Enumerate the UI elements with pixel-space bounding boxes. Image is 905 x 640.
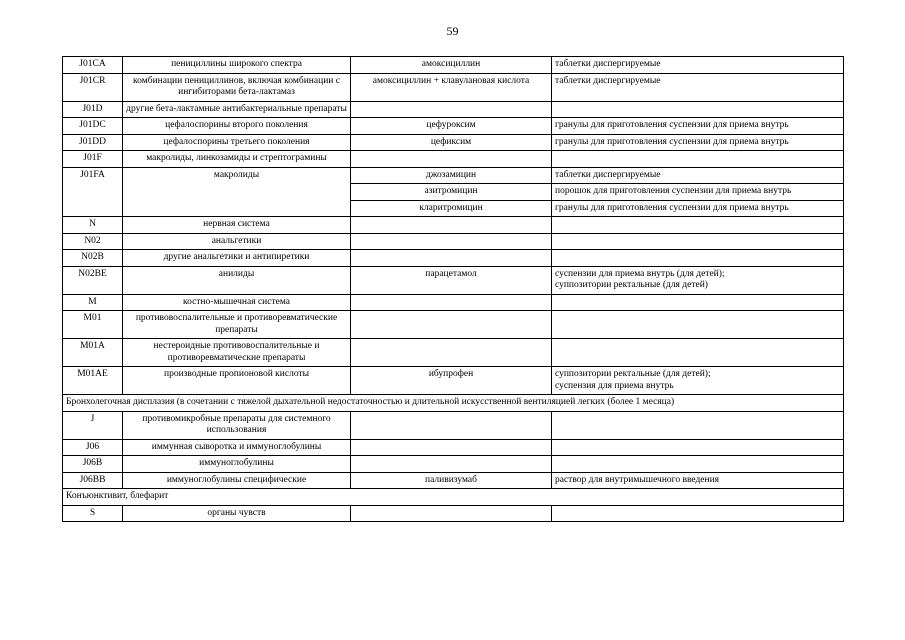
atc-code: J01CA (63, 57, 123, 74)
atc-code: M01 (63, 311, 123, 339)
atc-code: J06B (63, 456, 123, 473)
table-row (63, 167, 844, 184)
dosage-form (552, 311, 844, 339)
drug-name: ибупрофен (351, 367, 552, 395)
atc-class-name: другие бета-лактамные антибактериальные препараты (123, 101, 351, 118)
drug-name: азитромицин (351, 184, 552, 201)
dosage-form: таблетки диспергируемые (552, 167, 844, 184)
table-row (63, 118, 844, 135)
dosage-form (552, 250, 844, 267)
dosage-form: порошок для приготовления суспензии для приема внутрь (552, 184, 844, 201)
drug-name: кларитромицин (351, 200, 552, 217)
table-row (63, 367, 844, 395)
dosage-form (552, 101, 844, 118)
atc-class-name: анальгетики (123, 233, 351, 250)
dosage-form: гранулы для приготовления суспензии для приема внутрь (552, 134, 844, 151)
atc-class-name: иммунная сыворотка и иммуноглобулины (123, 439, 351, 456)
drug-name (351, 151, 552, 168)
dosage-form (552, 151, 844, 168)
atc-code: N02BE (63, 266, 123, 294)
drug-name: парацетамол (351, 266, 552, 294)
atc-class-name: органы чувств (123, 505, 351, 522)
section-row (63, 489, 844, 506)
dosage-form (552, 411, 844, 439)
atc-class-name: иммуноглобулины (123, 456, 351, 473)
drug-name: амоксициллин + клавулановая кислота (351, 73, 552, 101)
dosage-form (552, 367, 844, 395)
table-row (63, 101, 844, 118)
dosage-form (552, 233, 844, 250)
table-row (63, 151, 844, 168)
atc-code: J01CR (63, 73, 123, 101)
drug-name (351, 233, 552, 250)
atc-class-name: другие анальгетики и антипиретики (123, 250, 351, 267)
atc-class-name: иммуноглобулины специфические (123, 472, 351, 489)
atc-class-name: пенициллины широкого спектра (123, 57, 351, 74)
atc-code: J01DC (63, 118, 123, 135)
drug-name (351, 294, 552, 311)
dosage-form (552, 456, 844, 473)
atc-class-name: нервная система (123, 217, 351, 234)
table-row (63, 439, 844, 456)
dosage-form: раствор для внутримышечного введения (552, 472, 844, 489)
atc-class-name: костно-мышечная система (123, 294, 351, 311)
table-row (63, 311, 844, 339)
atc-class-name: противомикробные препараты для системного использования (123, 411, 351, 439)
dosage-form (552, 294, 844, 311)
dosage-form: гранулы для приготовления суспензии для приема внутрь (552, 200, 844, 217)
atc-class-name: макролиды, линкозамиды и стрептограмины (123, 151, 351, 168)
table-row (63, 411, 844, 439)
dosage-form-line: суспензия для приема внутрь (555, 380, 674, 391)
table-row (63, 73, 844, 101)
drug-name (351, 339, 552, 367)
drug-name (351, 250, 552, 267)
drug-name (351, 217, 552, 234)
dosage-form-line: суппозитории ректальные (для детей) (555, 280, 708, 290)
atc-class-name: производные пропионовой кислоты (123, 367, 351, 395)
table-row (63, 266, 844, 294)
atc-class-name: цефалоспорины третьего поколения (123, 134, 351, 151)
dosage-form (552, 505, 844, 522)
drug-name: джозамицин (351, 167, 552, 184)
section-row (63, 395, 844, 412)
atc-code: M01AE (63, 367, 123, 395)
drug-name (351, 505, 552, 522)
atc-code: J06BB (63, 472, 123, 489)
dosage-form-line: суппозитории ректальные (для детей); (555, 369, 711, 379)
atc-class-name: нестероидные противовоспалительные и противоревматические препараты (123, 339, 351, 367)
table-row (63, 339, 844, 367)
atc-code: J01FA (63, 167, 123, 217)
table-row (63, 472, 844, 489)
table-row (63, 456, 844, 473)
atc-code: N02B (63, 250, 123, 267)
atc-code: J01D (63, 101, 123, 118)
dosage-form (552, 439, 844, 456)
atc-code: J01F (63, 151, 123, 168)
table-row (63, 233, 844, 250)
dosage-form (552, 217, 844, 234)
atc-code: J (63, 411, 123, 439)
section-heading: Конъюнктивит, блефарит (63, 489, 844, 506)
atc-class-name: противовоспалительные и противоревматические препараты (123, 311, 351, 339)
atc-class-name: макролиды (123, 167, 351, 217)
atc-code: M (63, 294, 123, 311)
dosage-form: гранулы для приготовления суспензии для приема внутрь (552, 118, 844, 135)
table-row (63, 217, 844, 234)
drug-name (351, 411, 552, 439)
atc-code: S (63, 505, 123, 522)
atc-code: N02 (63, 233, 123, 250)
atc-class-name: цефалоспорины второго поколения (123, 118, 351, 135)
table-row (63, 250, 844, 267)
table-row (63, 134, 844, 151)
atc-code: J06 (63, 439, 123, 456)
dosage-form: таблетки диспергируемые (552, 57, 844, 74)
atc-class-name: комбинации пенициллинов, включая комбинации с ингибиторами бета-лактамаз (123, 73, 351, 101)
drug-table (62, 56, 844, 522)
atc-class-name: анилиды (123, 266, 351, 294)
atc-code: J01DD (63, 134, 123, 151)
drug-name (351, 439, 552, 456)
drug-name: амоксициллин (351, 57, 552, 74)
dosage-form-line: суспензии для приема внутрь (для детей); (555, 268, 725, 279)
drug-name (351, 456, 552, 473)
table-row (63, 57, 844, 74)
drug-name (351, 311, 552, 339)
drug-name: цефуроксим (351, 118, 552, 135)
table-row (63, 505, 844, 522)
dosage-form (552, 266, 844, 294)
dosage-form (552, 339, 844, 367)
section-heading: Бронхолегочная дисплазия (в сочетании с тяжелой дыхательной недостаточностью и длительной искусственной вентиляцией легких (более 1 месяца) (63, 395, 844, 412)
atc-code: N (63, 217, 123, 234)
drug-name: цефиксим (351, 134, 552, 151)
dosage-form: таблетки диспергируемые (552, 73, 844, 101)
page-number: 59 (446, 24, 459, 38)
table-row (63, 294, 844, 311)
atc-code: M01A (63, 339, 123, 367)
drug-name (351, 101, 552, 118)
drug-name: паливизумаб (351, 472, 552, 489)
